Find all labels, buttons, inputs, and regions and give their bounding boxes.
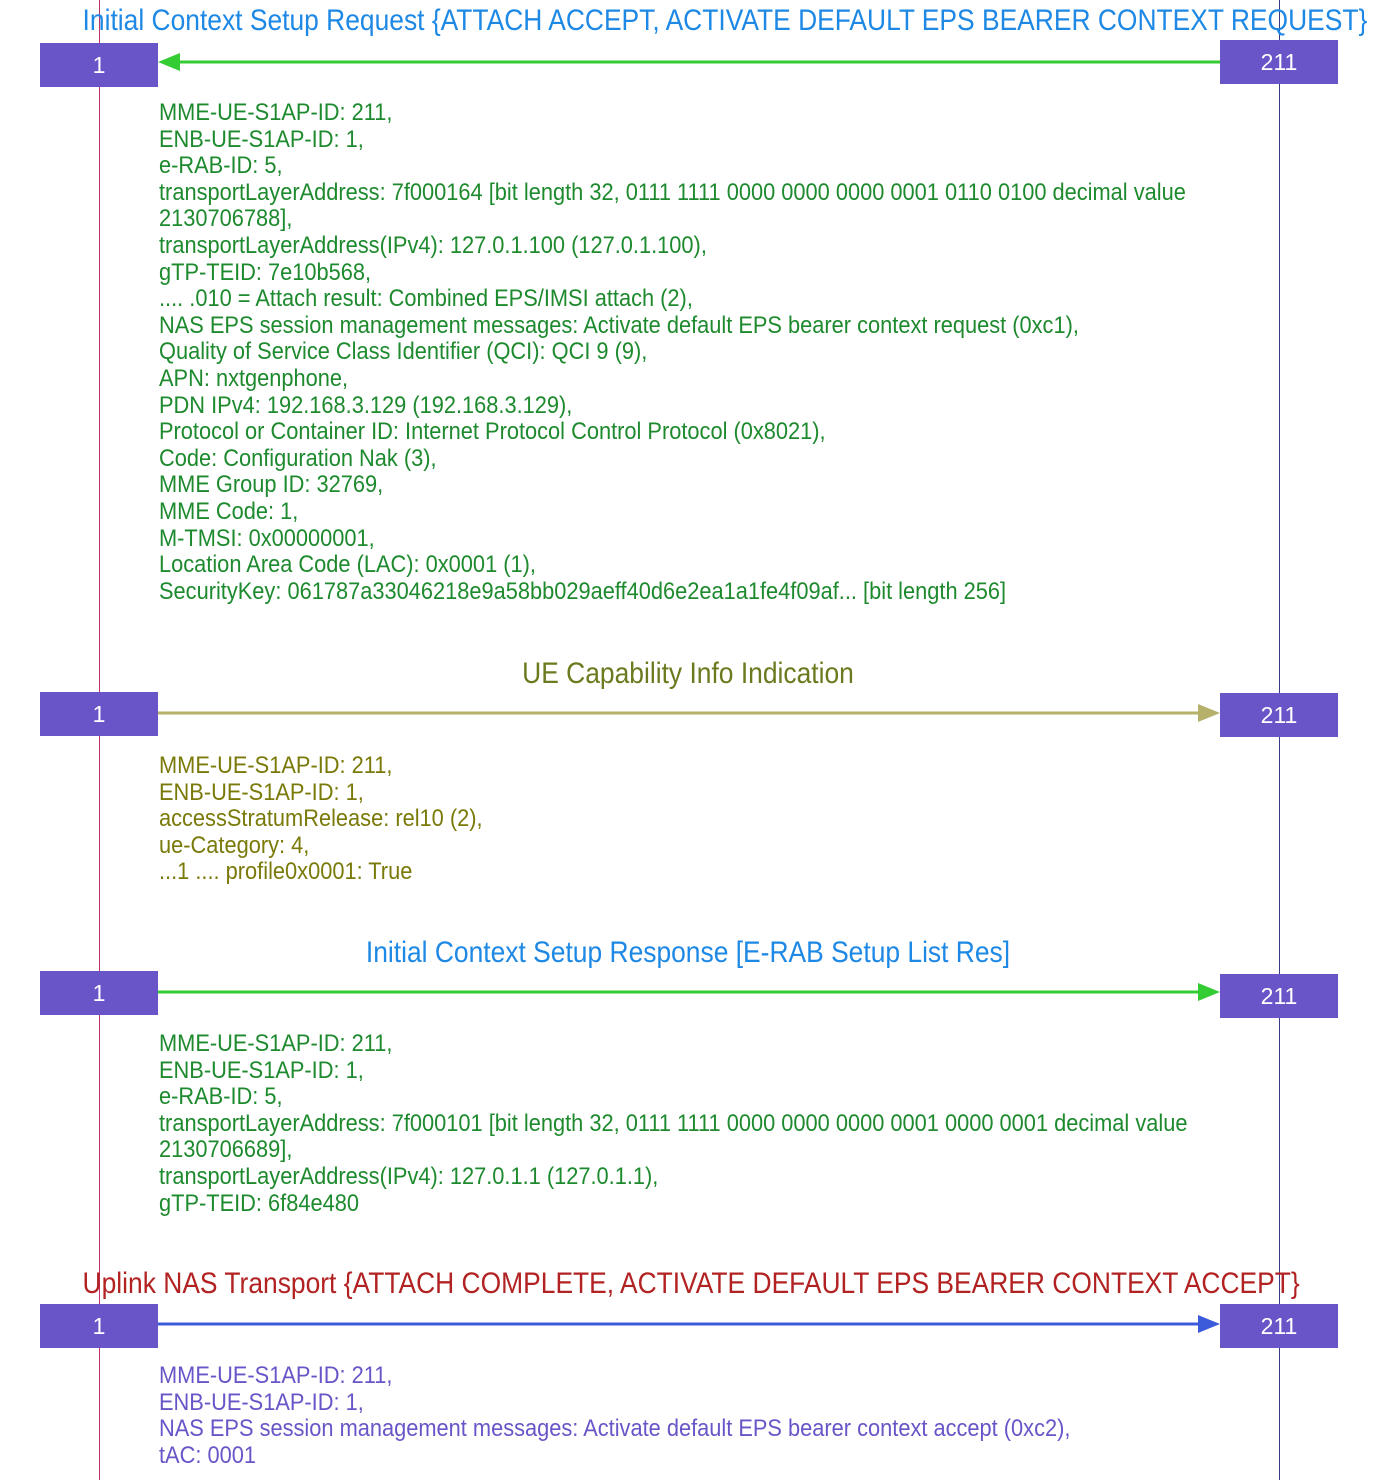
arrow-head (1198, 704, 1220, 722)
message-details (159, 1363, 1298, 1469)
detail-line: ENB-UE-S1AP-ID: 1, (159, 1388, 364, 1416)
node-left[interactable]: 1 (40, 692, 158, 736)
message-arrow (158, 50, 1220, 74)
arrow-head (1198, 1315, 1220, 1333)
detail-line: APN: nxtgenphone, (159, 364, 349, 392)
node-left[interactable]: 1 (40, 43, 158, 87)
detail-line: MME Code: 1, (159, 497, 299, 525)
detail-line: tAC: 0001 (159, 1441, 256, 1469)
detail-line: gTP-TEID: 6f84e480 (159, 1189, 359, 1217)
detail-line: transportLayerAddress: 7f000101 [bit length 32, 0111 1111 0000 0000 0000 0001 0000 0001 decimal value (159, 1109, 1188, 1137)
node-right[interactable]: 211 (1220, 693, 1338, 737)
message-arrow (158, 1312, 1220, 1336)
detail-line: transportLayerAddress(IPv4): 127.0.1.1 (127.0.1.1), (159, 1162, 659, 1190)
detail-line: MME-UE-S1AP-ID: 211, (159, 1030, 393, 1057)
detail-line: accessStratumRelease: rel10 (2), (159, 805, 483, 833)
node-right[interactable]: 211 (1220, 974, 1338, 1018)
message-details (159, 753, 1298, 886)
detail-line: MME-UE-S1AP-ID: 211, (159, 752, 393, 779)
detail-line: Code: Configuration Nak (3), (159, 444, 437, 472)
detail-line: ENB-UE-S1AP-ID: 1, (159, 1056, 364, 1084)
arrow-head (158, 53, 180, 71)
node-right[interactable]: 211 (1220, 40, 1338, 84)
arrow-head (1198, 983, 1220, 1001)
detail-line: NAS EPS session management messages: Activate default EPS bearer context request (0xc1), (159, 311, 1079, 339)
detail-line: PDN IPv4: 192.168.3.129 (192.168.3.129), (159, 391, 573, 419)
arrow-svg (158, 701, 1220, 725)
message-details (159, 1031, 1298, 1217)
arrow-svg (158, 980, 1220, 1004)
detail-line: MME-UE-S1AP-ID: 211, (159, 1362, 393, 1389)
message-title: UE Capability Info Indication (522, 657, 854, 690)
message-arrow (158, 980, 1220, 1004)
detail-line: ...1 .... profile0x0001: True (159, 858, 413, 886)
detail-line: MME-UE-S1AP-ID: 211, (159, 99, 393, 126)
node-left[interactable]: 1 (40, 1304, 158, 1348)
detail-line: Location Area Code (LAC): 0x0001 (1), (159, 551, 536, 579)
detail-line: 2130706689], (159, 1136, 293, 1164)
detail-line: ENB-UE-S1AP-ID: 1, (159, 778, 364, 806)
detail-line: ue-Category: 4, (159, 831, 310, 859)
detail-line: SecurityKey: 061787a33046218e9a58bb029aeff40d6e2ea1a1fe4f09af... [bit length 256] (159, 577, 1007, 605)
detail-line: transportLayerAddress: 7f000164 [bit length 32, 0111 1111 0000 0000 0000 0001 0110 0100 decimal value (159, 178, 1186, 206)
detail-line: MME Group ID: 32769, (159, 471, 384, 499)
message-title: Uplink NAS Transport {ATTACH COMPLETE, ACTIVATE DEFAULT EPS BEARER CONTEXT ACCEPT} (82, 1267, 1300, 1300)
detail-line: e-RAB-ID: 5, (159, 1083, 283, 1111)
detail-line: transportLayerAddress(IPv4): 127.0.1.100 (127.0.1.100), (159, 231, 707, 259)
message-arrow (158, 701, 1220, 725)
arrow-svg (158, 50, 1220, 74)
detail-line: Quality of Service Class Identifier (QCI): QCI 9 (9), (159, 338, 648, 366)
detail-line: .... .010 = Attach result: Combined EPS/IMSI attach (2), (159, 285, 693, 313)
detail-line: e-RAB-ID: 5, (159, 152, 283, 180)
node-right[interactable]: 211 (1220, 1304, 1338, 1348)
detail-line: ENB-UE-S1AP-ID: 1, (159, 125, 364, 153)
node-left[interactable]: 1 (40, 971, 158, 1015)
detail-line: NAS EPS session management messages: Activate default EPS bearer context accept (0xc2), (159, 1415, 1071, 1443)
detail-line: 2130706788], (159, 205, 293, 233)
arrow-svg (158, 1312, 1220, 1336)
message-title: Initial Context Setup Request {ATTACH ACCEPT, ACTIVATE DEFAULT EPS BEARER CONTEXT REQUEST} (82, 4, 1368, 37)
detail-line: gTP-TEID: 7e10b568, (159, 258, 372, 286)
message-title: Initial Context Setup Response [E-RAB Setup List Res] (365, 936, 1011, 969)
detail-line: M-TMSI: 0x00000001, (159, 524, 375, 552)
detail-line: Protocol or Container ID: Internet Protocol Control Protocol (0x8021), (159, 418, 826, 446)
message-details (159, 100, 1298, 605)
lifeline-left (99, 0, 100, 1480)
